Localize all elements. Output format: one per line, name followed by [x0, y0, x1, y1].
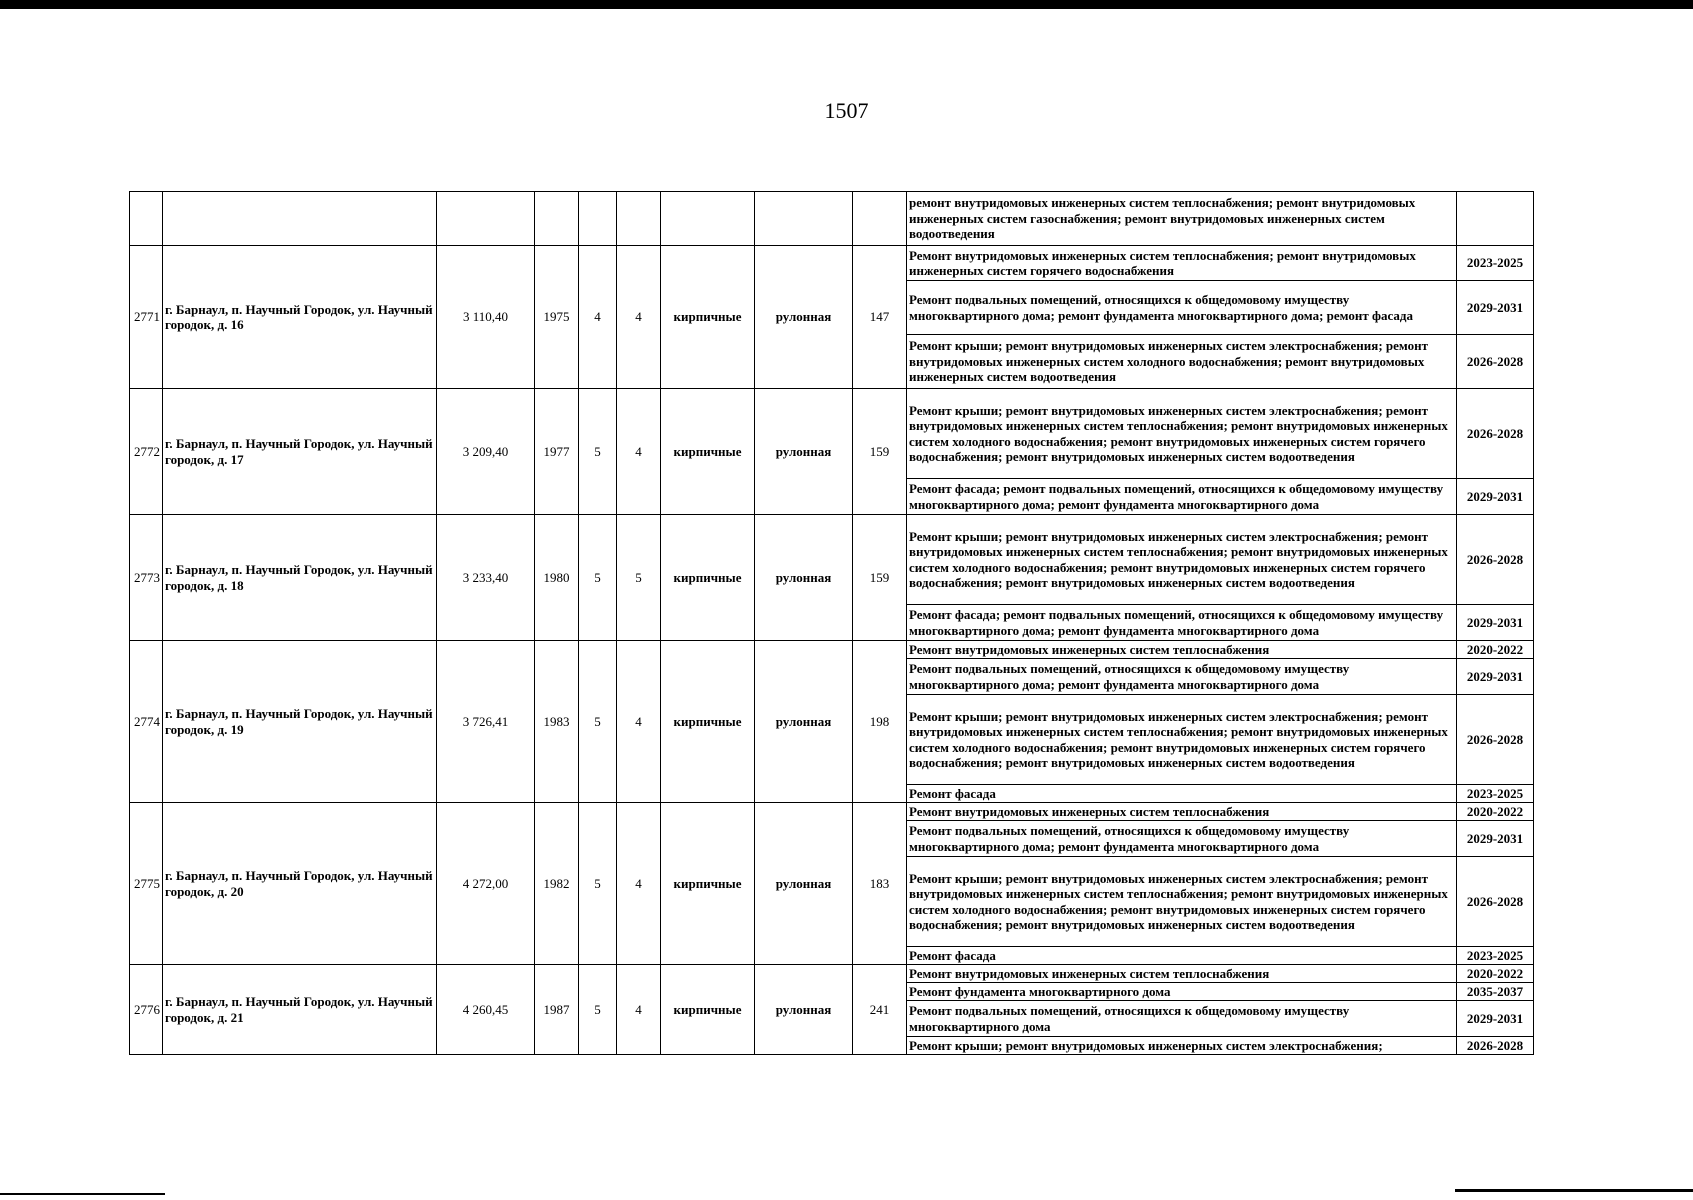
- scan-top-border: [0, 0, 1693, 9]
- year-cell: 1980: [535, 515, 579, 641]
- residents-cell: [853, 192, 907, 246]
- entrances-cell: 4: [617, 965, 661, 1055]
- work-description-cell: Ремонт крыши; ремонт внутридомовых инженерных систем электроснабжения; ремонт внутридомовых инженерных систем теплоснабжения; ремонт внутридомовых инженерных систем холодного водоснабжения; ремонт внутридомовых инженерных систем горячего водоснабжения; ремонт внутридомовых инженерных систем водоотведения: [907, 515, 1457, 605]
- period-cell: 2026-2028: [1457, 515, 1534, 605]
- roof-type-cell: рулонная: [755, 246, 853, 389]
- period-cell: 2029-2031: [1457, 281, 1534, 335]
- year-cell: 1982: [535, 803, 579, 965]
- area-cell: 4 260,45: [437, 965, 535, 1055]
- floors-cell: 5: [579, 389, 617, 515]
- work-description-cell: Ремонт крыши; ремонт внутридомовых инженерных систем электроснабжения; ремонт внутридомовых инженерных систем теплоснабжения; ремонт внутридомовых инженерных систем холодного водоснабжения; ремонт внутридомовых инженерных систем горячего водоснабжения; ремонт внутридомовых инженерных систем водоотведения: [907, 389, 1457, 479]
- period-cell: 2023-2025: [1457, 246, 1534, 281]
- entrances-cell: 5: [617, 515, 661, 641]
- entrances-cell: 4: [617, 641, 661, 803]
- work-description-cell: Ремонт крыши; ремонт внутридомовых инженерных систем электроснабжения;: [907, 1037, 1457, 1055]
- housing-register-table: [129, 191, 1534, 1055]
- entrances-cell: 4: [617, 389, 661, 515]
- work-description-cell: Ремонт подвальных помещений, относящихся к общедомовому имуществу многоквартирного дома: [907, 1001, 1457, 1037]
- table-row: [130, 803, 1534, 821]
- entrances-cell: 4: [617, 246, 661, 389]
- residents-cell: 241: [853, 965, 907, 1055]
- work-cell: ремонт внутридомовых инженерных систем теплоснабжения; ремонт внутридомовых инженерных систем газоснабжения; ремонт внутридомовых инженерных систем водоотведения: [907, 192, 1457, 246]
- period-cell: 2023-2025: [1457, 947, 1534, 965]
- record-number: 2773: [130, 515, 163, 641]
- residents-cell: 198: [853, 641, 907, 803]
- area-cell: 3 110,40: [437, 246, 535, 389]
- table-row: [130, 641, 1534, 659]
- address-cell: г. Барнаул, п. Научный Городок, ул. Научный городок, д. 17: [163, 389, 437, 515]
- wall-material-cell: кирпичные: [661, 803, 755, 965]
- wall-material-cell: кирпичные: [661, 965, 755, 1055]
- floors-cell: 5: [579, 965, 617, 1055]
- year-cell: [535, 192, 579, 246]
- floors-cell: 4: [579, 246, 617, 389]
- work-description-cell: Ремонт фасада; ремонт подвальных помещений, относящихся к общедомовому имуществу многоквартирного дома; ремонт фундамента многоквартирного дома: [907, 605, 1457, 641]
- wall-material-cell: кирпичные: [661, 515, 755, 641]
- period-cell: 2035-2037: [1457, 983, 1534, 1001]
- area-cell: 4 272,00: [437, 803, 535, 965]
- period-cell: 2026-2028: [1457, 857, 1534, 947]
- no-cell: [130, 192, 163, 246]
- work-description-cell: Ремонт подвальных помещений, относящихся к общедомовому имуществу многоквартирного дома; ремонт фундамента многоквартирного дома; ремонт фасада: [907, 281, 1457, 335]
- work-description-cell: Ремонт внутридомовых инженерных систем теплоснабжения; ремонт внутридомовых инженерных систем горячего водоснабжения: [907, 246, 1457, 281]
- year-cell: 1977: [535, 389, 579, 515]
- record-number: 2771: [130, 246, 163, 389]
- residents-cell: 147: [853, 246, 907, 389]
- roof-type-cell: рулонная: [755, 389, 853, 515]
- work-description-cell: Ремонт подвальных помещений, относящихся к общедомовому имуществу многоквартирного дома; ремонт фундамента многоквартирного дома: [907, 821, 1457, 857]
- record-number: 2776: [130, 965, 163, 1055]
- period-cell: 2029-2031: [1457, 821, 1534, 857]
- area-cell: [437, 192, 535, 246]
- year-cell: 1975: [535, 246, 579, 389]
- page-number: 1507: [824, 98, 869, 123]
- entrances-cell: [617, 192, 661, 246]
- work-description-cell: Ремонт крыши; ремонт внутридомовых инженерных систем электроснабжения; ремонт внутридомовых инженерных систем теплоснабжения; ремонт внутридомовых инженерных систем холодного водоснабжения; ремонт внутридомовых инженерных систем горячего водоснабжения; ремонт внутридомовых инженерных систем водоотведения: [907, 857, 1457, 947]
- wall-cell: [661, 192, 755, 246]
- table-row: [130, 515, 1534, 605]
- work-description-cell: Ремонт внутридомовых инженерных систем теплоснабжения: [907, 803, 1457, 821]
- continuation-row: [130, 192, 1534, 246]
- address-cell: г. Барнаул, п. Научный Городок, ул. Научный городок, д. 18: [163, 515, 437, 641]
- area-cell: 3 209,40: [437, 389, 535, 515]
- table-row: [130, 246, 1534, 281]
- area-cell: 3 233,40: [437, 515, 535, 641]
- record-number: 2772: [130, 389, 163, 515]
- work-description-cell: Ремонт фундамента многоквартирного дома: [907, 983, 1457, 1001]
- period-cell: 2026-2028: [1457, 1037, 1534, 1055]
- period-cell: [1457, 192, 1534, 246]
- address-cell: [163, 192, 437, 246]
- period-cell: 2029-2031: [1457, 1001, 1534, 1037]
- work-description-cell: Ремонт подвальных помещений, относящихся к общедомовому имуществу многоквартирного дома; ремонт фундамента многоквартирного дома: [907, 659, 1457, 695]
- period-cell: 2020-2022: [1457, 803, 1534, 821]
- floors-cell: 5: [579, 515, 617, 641]
- record-number: 2775: [130, 803, 163, 965]
- period-cell: 2029-2031: [1457, 605, 1534, 641]
- period-cell: 2029-2031: [1457, 659, 1534, 695]
- roof-type-cell: рулонная: [755, 515, 853, 641]
- address-cell: г. Барнаул, п. Научный Городок, ул. Научный городок, д. 21: [163, 965, 437, 1055]
- period-cell: 2026-2028: [1457, 335, 1534, 389]
- entrances-cell: 4: [617, 803, 661, 965]
- area-cell: 3 726,41: [437, 641, 535, 803]
- work-description-cell: Ремонт внутридомовых инженерных систем теплоснабжения: [907, 965, 1457, 983]
- wall-material-cell: кирпичные: [661, 641, 755, 803]
- wall-material-cell: кирпичные: [661, 389, 755, 515]
- address-cell: г. Барнаул, п. Научный Городок, ул. Научный городок, д. 16: [163, 246, 437, 389]
- table-row: [130, 965, 1534, 983]
- period-cell: 2023-2025: [1457, 785, 1534, 803]
- period-cell: 2029-2031: [1457, 479, 1534, 515]
- roof-type-cell: рулонная: [755, 641, 853, 803]
- period-cell: 2026-2028: [1457, 695, 1534, 785]
- record-number: 2774: [130, 641, 163, 803]
- residents-cell: 159: [853, 389, 907, 515]
- roof-cell: [755, 192, 853, 246]
- year-cell: 1983: [535, 641, 579, 803]
- wall-material-cell: кирпичные: [661, 246, 755, 389]
- period-cell: 2020-2022: [1457, 641, 1534, 659]
- work-description-cell: Ремонт крыши; ремонт внутридомовых инженерных систем электроснабжения; ремонт внутридомовых инженерных систем холодного водоснабжения; ремонт внутридомовых инженерных систем водоотведения: [907, 335, 1457, 389]
- period-cell: 2020-2022: [1457, 965, 1534, 983]
- work-description-cell: Ремонт фасада: [907, 785, 1457, 803]
- roof-type-cell: рулонная: [755, 803, 853, 965]
- address-cell: г. Барнаул, п. Научный Городок, ул. Научный городок, д. 20: [163, 803, 437, 965]
- scan-bottom-line: [1455, 1189, 1693, 1192]
- roof-type-cell: рулонная: [755, 965, 853, 1055]
- floors-cell: [579, 192, 617, 246]
- period-cell: 2026-2028: [1457, 389, 1534, 479]
- table-row: [130, 389, 1534, 479]
- year-cell: 1987: [535, 965, 579, 1055]
- table-body: [130, 192, 1534, 1055]
- work-description-cell: Ремонт фасада; ремонт подвальных помещений, относящихся к общедомовому имуществу многоквартирного дома; ремонт фундамента многоквартирного дома: [907, 479, 1457, 515]
- scan-bottom-line: [0, 1193, 165, 1195]
- work-description-cell: Ремонт внутридомовых инженерных систем теплоснабжения: [907, 641, 1457, 659]
- residents-cell: 183: [853, 803, 907, 965]
- floors-cell: 5: [579, 803, 617, 965]
- work-description-cell: Ремонт фасада: [907, 947, 1457, 965]
- work-description-cell: Ремонт крыши; ремонт внутридомовых инженерных систем электроснабжения; ремонт внутридомовых инженерных систем теплоснабжения; ремонт внутридомовых инженерных систем холодного водоснабжения; ремонт внутридомовых инженерных систем горячего водоснабжения; ремонт внутридомовых инженерных систем водоотведения: [907, 695, 1457, 785]
- residents-cell: 159: [853, 515, 907, 641]
- address-cell: г. Барнаул, п. Научный Городок, ул. Научный городок, д. 19: [163, 641, 437, 803]
- floors-cell: 5: [579, 641, 617, 803]
